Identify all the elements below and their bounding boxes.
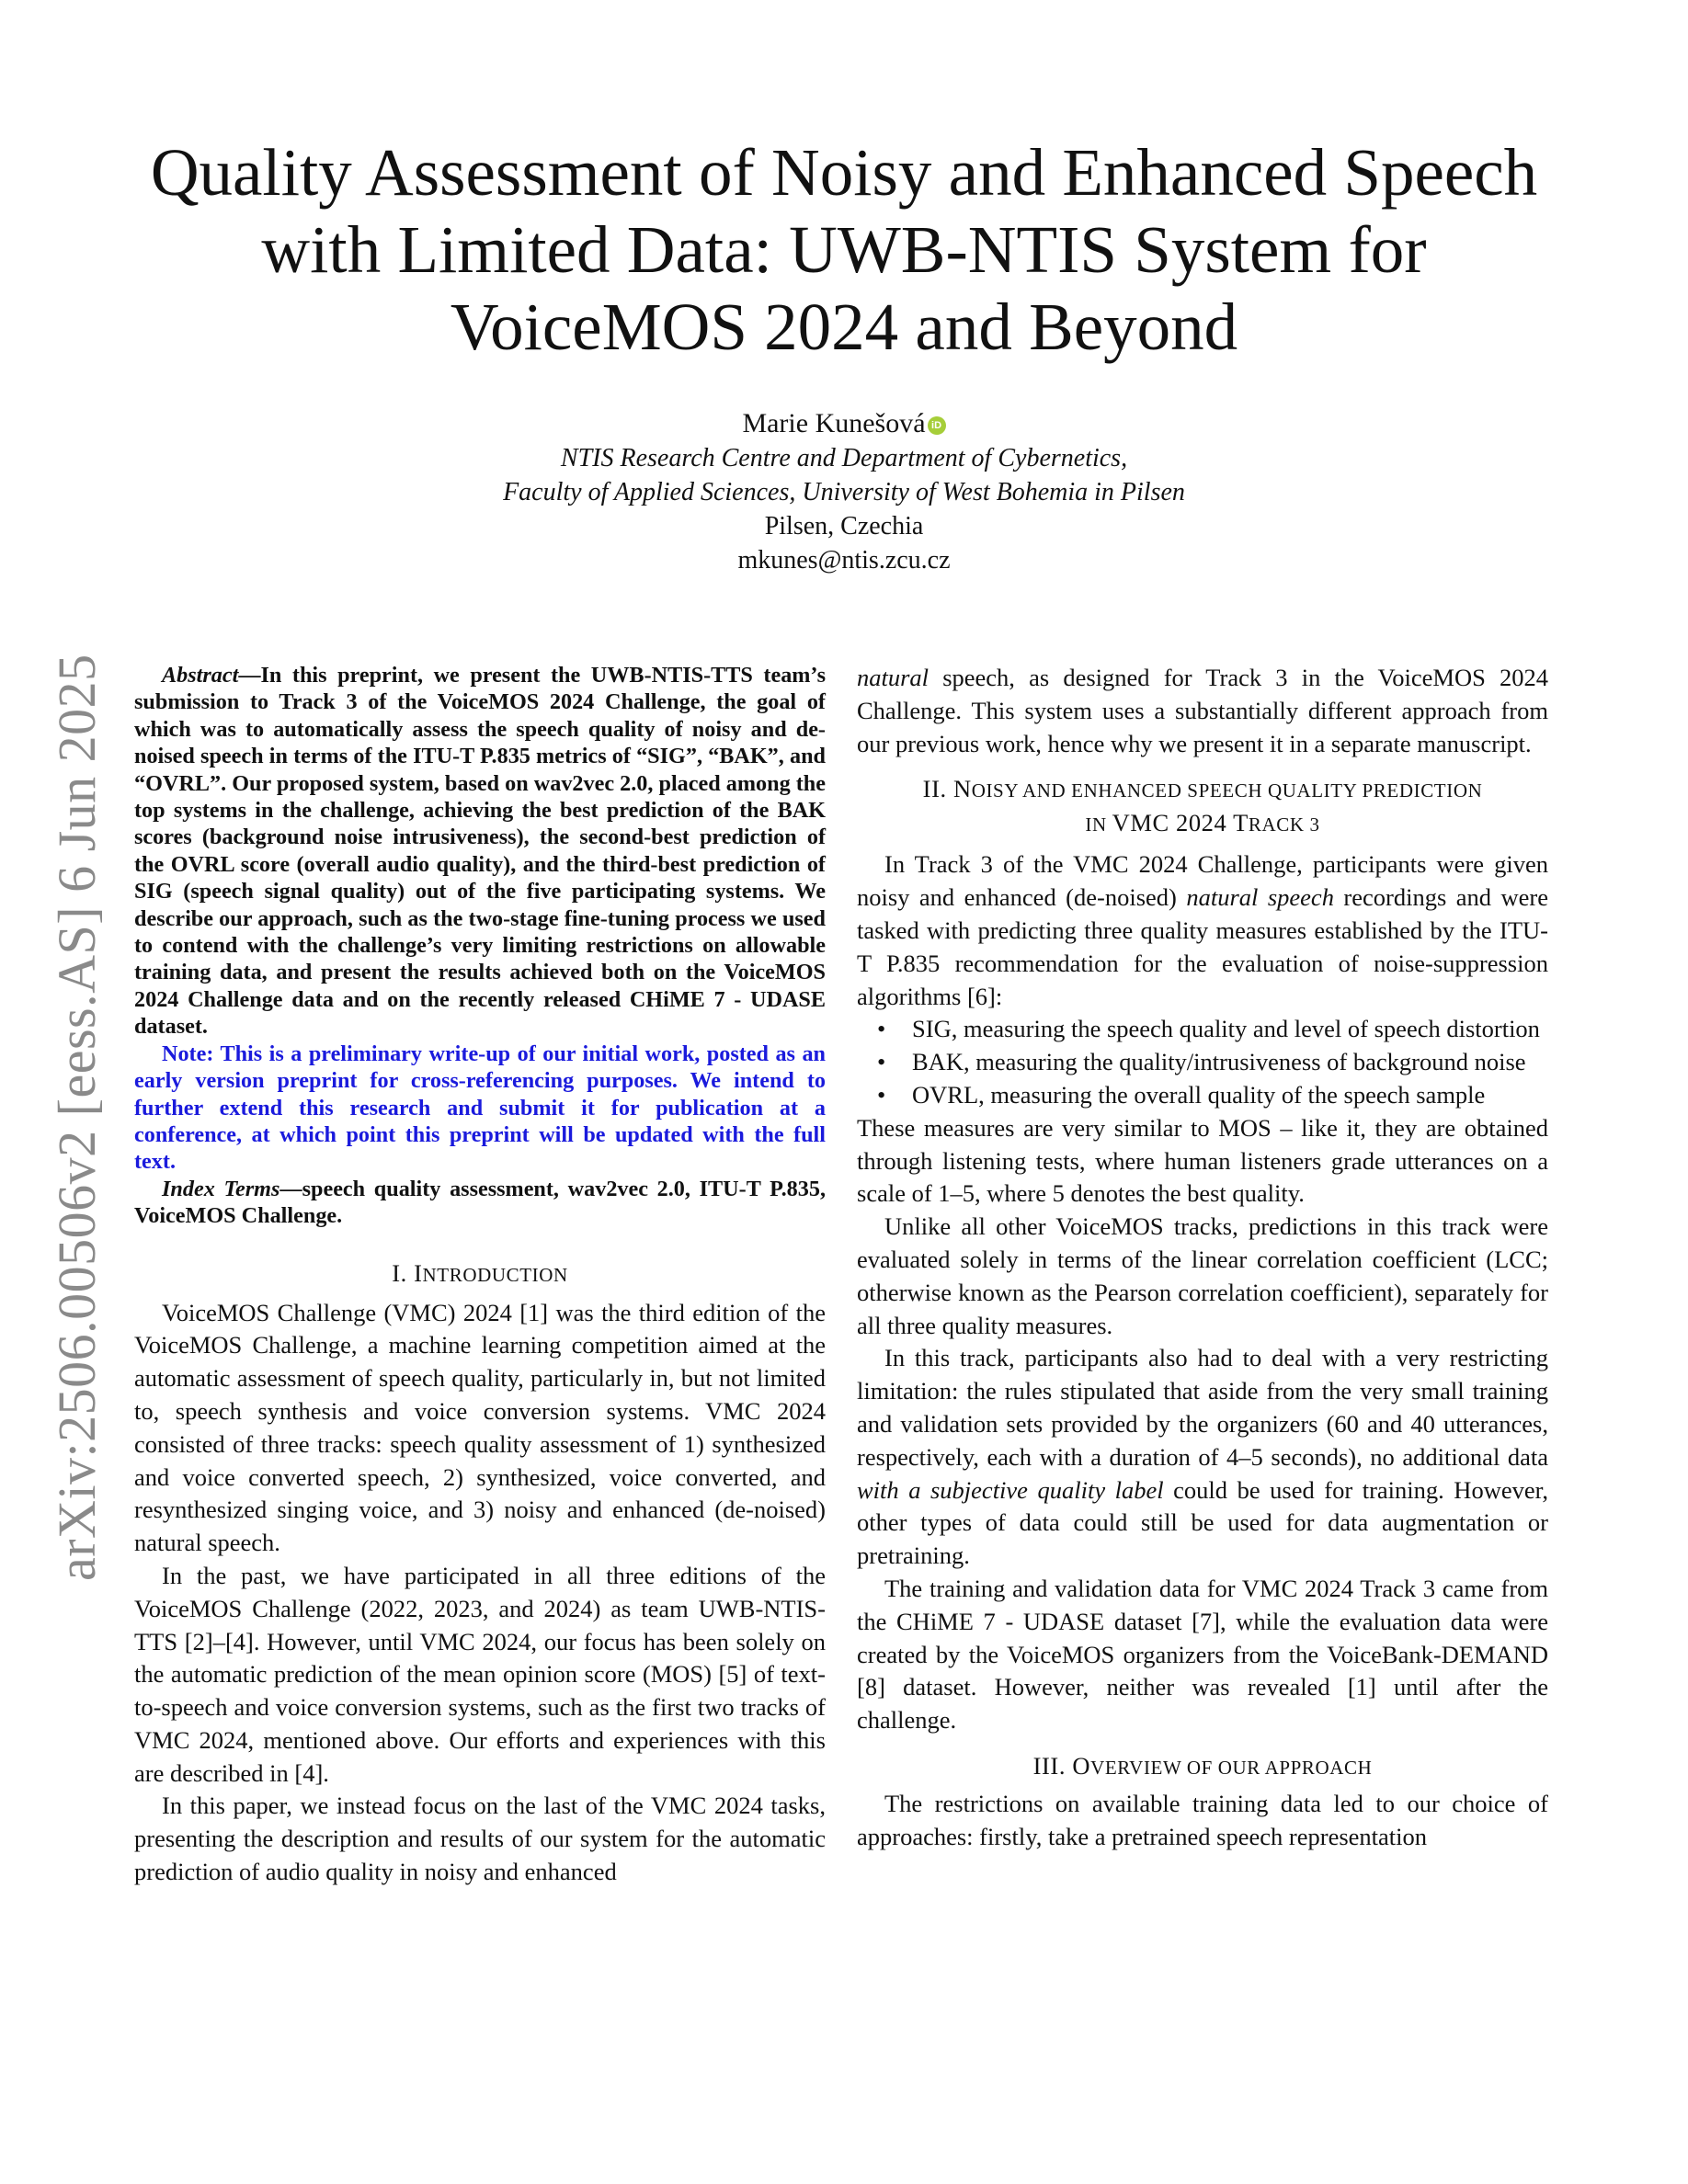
index-terms-text: speech quality assessment, wav2vec 2.0, ITU-T P.835, VoiceMOS Challenge. (134, 1176, 826, 1229)
section-number: II. (922, 775, 953, 803)
section-heading-rest: OISY AND ENHANCED SPEECH QUALITY PREDICTION (971, 779, 1483, 802)
author-name: Marie Kunešová (742, 408, 926, 438)
emphasis-natural-speech: natural speech (1186, 883, 1334, 912)
section-heading-in: IN (1085, 813, 1112, 836)
paper-title: Quality Assessment of Noisy and Enhanced Speech with Limited Data: UWB-NTIS System for VoiceMOS 2024 and Beyond (150, 135, 1538, 364)
section-heading-introduction (134, 1257, 826, 1291)
section-heading-cap-2: T (1233, 809, 1249, 837)
index-terms (134, 1176, 826, 1230)
section-heading-overview (857, 1750, 1548, 1784)
arxiv-identifier-stamp: arXiv:2506.00506v2 [eess.AS] 6 Jun 2025 (47, 654, 107, 1581)
list-item: • SIG, measuring the speech quality and level of speech distortion (857, 1013, 1548, 1046)
intro-paragraph-3: In this paper, we instead focus on the last of the VMC 2024 tasks, presenting the description and results of our system for the automatic prediction of audio quality in noisy and enhanced (134, 1792, 826, 1886)
preprint-note: Note: This is a preliminary write-up of our initial work, posted as an early version preprint for cross-referencing purposes. We intend to further extend this research and submit it for publication at a conference, at which point this preprint will be updated with the full text. (134, 1041, 826, 1175)
intro-paragraph-3-rest: speech, as designed for Track 3 in the VoiceMOS 2024 Challenge. This system uses a substantially different approach from our previous work, hence why we present it in a separate manuscript. (857, 664, 1548, 757)
emphasis-natural: natural (857, 664, 930, 691)
section-heading-rest-2: RACK 3 (1248, 813, 1320, 836)
author-email: mkunes@ntis.zcu.cz (737, 546, 951, 574)
track3-p4-text-b: could be used for training. However, other types of data could still be used for data augmentation or pretraining. (857, 1475, 1548, 1570)
section-heading-cap: N (952, 775, 972, 803)
right-column (857, 662, 1548, 1854)
section-number: III. (1032, 1751, 1073, 1780)
section-heading-rest: VERVIEW OF OUR APPROACH (1090, 1756, 1373, 1779)
track3-text-b: recordings and were tasked with predicting three quality measures established by the ITU-T P.835 recommendation for the evaluation of noise-suppression algorithms [6]: (857, 883, 1548, 1010)
section-heading-vmc: VMC 2024 (1112, 809, 1234, 837)
track3-paragraph-2: These measures are very similar to MOS – like it, they are obtained through listening tests, where human listeners grade utterances on a scale of 1–5, where 5 denotes the best quality. (857, 1113, 1548, 1208)
author-line (276, 406, 1412, 441)
affiliation-line-2: Faculty of Applied Sciences, University of West Bohemia in Pilsen (503, 478, 1185, 506)
abstract-paragraph (134, 662, 826, 1041)
section-heading-cap: O (1072, 1751, 1091, 1780)
track3-paragraph-5: The training and validation data for VMC 2024 Track 3 came from the CHiME 7 - UDASE dataset [7], while the evaluation data were created by the VoiceMOS organizers from the VoiceBank-DEMAND [8] dataset. However, neither was revealed [1] until after the challenge. (857, 1574, 1548, 1735)
track3-p4-text-a: In this track, participants also had to deal with a very restricting limitation: the rules stipulated that aside from the very small training and validation sets provided by the organizers (60 and 40 utterances, respectively, each with a duration of 4–5 seconds), no additional data (857, 1344, 1548, 1471)
intro-paragraph-1: VoiceMOS Challenge (VMC) 2024 [1] was the third edition of the VoiceMOS Challenge, a machine learning competition aimed at the automatic assessment of speech quality, particularly in, but not limited to, speech synthesis and voice conversion systems. VMC 2024 consisted of three tracks: speech quality assessment of 1) synthesized and voice converted speech, 2) synthesized, voice converted, and resynthesized singing voice, and 3) noisy and enhanced (de-noised) natural speech. (134, 1298, 826, 1557)
orcid-icon[interactable]: iD (928, 416, 946, 435)
author-location: Pilsen, Czechia (764, 512, 924, 540)
track3-paragraph-4 (857, 1342, 1548, 1573)
section-heading-track3 (857, 773, 1548, 841)
abstract-label: Abstract (162, 663, 239, 688)
track3-paragraph-3: Unlike all other VoiceMOS tracks, predictions in this track were evaluated solely in terms of the linear correlation coefficient (LCC; otherwise known as the Pearson correlation coefficient), separately for all three quality measures. (857, 1212, 1548, 1339)
track3-paragraph-1 (857, 848, 1548, 1013)
intro-paragraph-3-continued (857, 662, 1548, 760)
quality-measures-list (857, 1013, 1548, 1111)
list-item: • BAK, measuring the quality/intrusiveness of background noise (857, 1046, 1548, 1079)
author-block (276, 406, 1412, 577)
section-heading-rest: NTRODUCTION (422, 1263, 568, 1286)
track3-text-a: In Track 3 of the VMC 2024 Challenge, participants were given noisy and enhanced (de-noised) (857, 850, 1548, 912)
abstract-dash: — (238, 663, 261, 688)
section-number: I. (392, 1258, 415, 1287)
abstract-text: In this preprint, we present the UWB-NTIS-TTS team’s submission to Track 3 of the VoiceMOS 2024 Challenge, the goal of which was to automatically assess the speech quality of noisy and de-noised speech in terms of the ITU-T P.835 metrics of “SIG”, “BAK”, and “OVRL”. Our proposed system, based on wav2vec 2.0, placed among the top systems in the challenge, achieving the best prediction of the BAK scores (background noise intrusiveness), the second-best prediction of the OVRL score (overall audio quality), and the third-best prediction of SIG (speech signal quality) out of the five participating systems. We describe our approach, such as the two-stage fine-tuning process we used to contend with the challenge’s very limiting restrictions on allowable training data, and present the results achieved both on the VoiceMOS 2024 Challenge data and on the recently released CHiME 7 - UDASE dataset. (134, 663, 826, 1040)
overview-paragraph-1: The restrictions on available training data led to our choice of approaches: firstly, take a pretrained speech representation (857, 1789, 1548, 1850)
affiliation-line-1: NTIS Research Centre and Department of Cybernetics, (560, 444, 1128, 472)
section-heading-cap: I (414, 1258, 423, 1287)
emphasis-subjective-quality-label: with a subjective quality label (857, 1475, 1164, 1504)
list-item: • OVRL, measuring the overall quality of the speech sample (857, 1079, 1548, 1112)
index-terms-label: Index Terms (162, 1176, 280, 1201)
index-terms-dash: — (279, 1176, 302, 1201)
intro-paragraph-2: In the past, we have participated in all three editions of the VoiceMOS Challenge (2022, 2023, and 2024) as team UWB-NTIS-TTS [2]–[4]. However, until VMC 2024, our focus has been solely on the automatic prediction of the mean opinion score (MOS) [5] of text-to-speech and voice conversion systems, such as the first two tracks of VMC 2024, mentioned above. Our efforts and experiences with this are described in [4]. (134, 1561, 826, 1787)
left-column (134, 662, 826, 1889)
